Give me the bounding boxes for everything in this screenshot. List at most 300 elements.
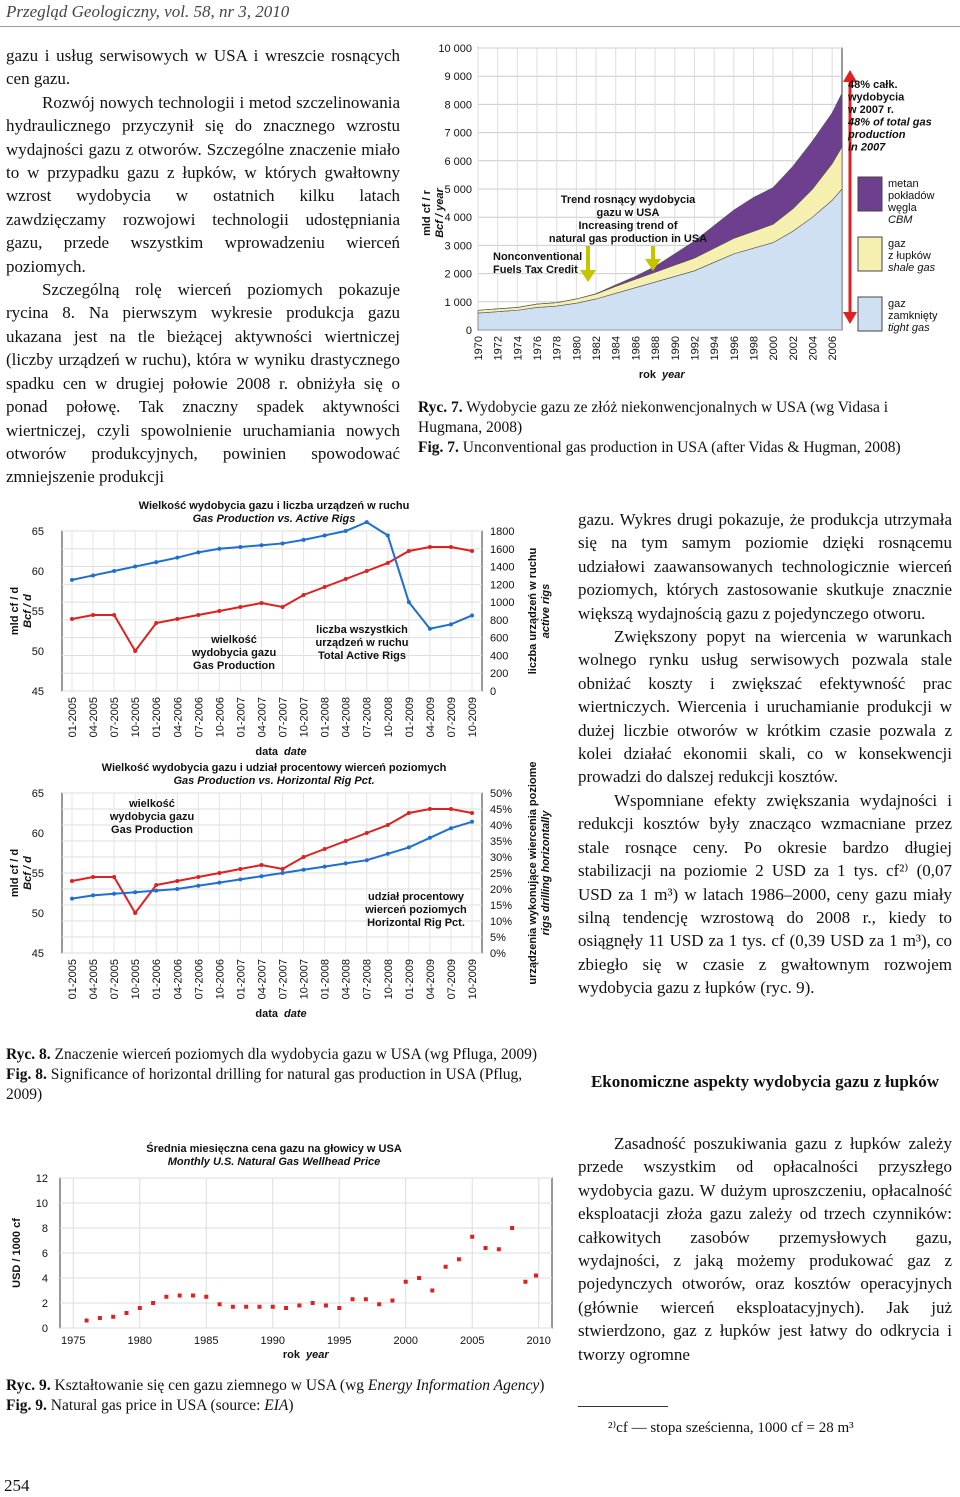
footnote: ²⁾cf — stopa sześcienna, 1000 cf = 28 m³: [608, 1420, 854, 1436]
y2-tick-label: 200: [490, 668, 509, 681]
y-tick-label: 1 000: [444, 296, 472, 309]
data-point-second: [217, 881, 221, 885]
x-tick-label: 10-2008: [382, 697, 395, 738]
data-point-second: [154, 889, 158, 893]
data-point-production: [344, 577, 348, 581]
legend-label: CBM: [888, 214, 913, 226]
x-tick-label: 2000: [393, 1335, 418, 1347]
y-axis-label: mld cf / d: [9, 586, 21, 636]
y2-tick-label: 0: [490, 686, 497, 698]
data-point-second: [344, 861, 348, 865]
y2-tick-label: 25%: [490, 868, 513, 880]
data-point-second: [407, 845, 411, 849]
data-point-production: [112, 875, 116, 879]
x-tick-label: 04-2008: [340, 697, 353, 738]
x-tick-label: 10-2005: [130, 959, 143, 1000]
data-point-production: [259, 863, 263, 867]
y-tick-label: 0: [41, 1323, 48, 1335]
figure-8-caption: [6, 1045, 562, 1105]
legend-label: węgla: [888, 202, 917, 214]
data-point: [444, 1265, 448, 1269]
x-tick-label: 04-2009: [424, 959, 437, 1000]
label-horizontal-pct: Horizontal Rig Pct.: [367, 917, 465, 929]
x-tick-label: 10-2007: [298, 697, 311, 738]
y-tick-label: 12: [35, 1173, 48, 1185]
data-point-second: [470, 613, 474, 617]
data-point-second: [428, 836, 432, 840]
caption-text: Znaczenie wierceń poziomych dla wydobycia gazu w USA (wg Pfluga, 2009): [50, 1046, 538, 1063]
paragraph: Rozwój nowych technologii i metod szczelinowania hydraulicznego przyczynił się do znacznego wzrostu wydajności gazu z otworów. Szczególne znaczenie miało to w przypadku gazu z łupków, w których gwałtowny wzrost wydobycia w ostatnich kilku latach zawdzięczamy rozwojowi technologii udostępniania gazu, przede wszystkim wprowadzeniu wierceń poziomych.: [6, 92, 400, 276]
data-point-second: [323, 533, 327, 537]
data-point: [244, 1305, 248, 1309]
data-point-second: [259, 874, 263, 878]
paragraph: Wspomniane efekty zwiększania wydajności i redukcji kosztów były znacząco wzmacniane przez stale rosnące ceny. Po okresie bardzo długiej stabilizacji na poziomie 2 USD za 1 tys. cf²⁾ (0,07 USD za 1 m³) w latach 1986–2000, ceny gazu miały silną tendencję wzrostową do 2008 r., kiedy to osiągnęły 11 USD za 1 tys. cf (0,39 USD za 1 m³), co zbiegło się w czasie z gwałtownym rozwojem wydobycia gazu z łupków (ryc. 9).: [578, 790, 952, 998]
label-active-rigs: liczba wszystkich: [316, 624, 408, 636]
caption-label: Ryc. 7.: [418, 399, 463, 416]
data-point-second: [365, 858, 369, 862]
x-tick-label: 1990: [669, 336, 682, 361]
data-point-second: [386, 533, 390, 537]
data-point: [284, 1306, 288, 1310]
data-point-production: [407, 549, 411, 553]
data-point: [178, 1294, 182, 1298]
legend-label: z łupków: [888, 250, 931, 262]
data-point-second: [238, 877, 242, 881]
annotation-tax-credit: Nonconventional: [493, 251, 583, 263]
paragraph: Zwiększony popyt na wiercenia w warunkach wolnego rynku usług serwisowych pozwala stale obniżać koszty i zwiększać efektywność prac wiertniczych. Wiercenia i uruchamianie produkcji w dużej liczbie otworów w krótkim czasie pozwala z kolei działać ekonomii skali, co w konsekwencji prowadzi do dalszej redukcji kosztów.: [578, 627, 952, 787]
data-point: [164, 1295, 168, 1299]
data-point-production: [154, 883, 158, 887]
legend-label: shale gas: [888, 262, 936, 274]
y-axis-label: Bcf / d: [22, 856, 34, 890]
paragraph: gazu i usług serwisowych w USA i wreszcie rosnących cen gazu.: [6, 46, 400, 89]
legend-swatch: [858, 237, 882, 271]
x-tick-label: 10-2009: [467, 697, 479, 738]
data-point-second: [259, 543, 263, 547]
x-tick-label: 04-2007: [256, 959, 269, 1000]
y-axis-label: Bcf / d: [22, 594, 34, 628]
label-active-rigs: urządzeń w ruchu: [315, 637, 409, 649]
x-tick-label: 10-2009: [467, 959, 479, 1000]
figure-7-caption: [418, 398, 952, 458]
data-point-second: [112, 569, 116, 573]
data-point-second: [217, 547, 221, 551]
data-point-production: [112, 613, 116, 617]
x-tick-label: 10-2008: [382, 959, 395, 1000]
y-tick-label: 7 000: [444, 127, 472, 140]
x-tick-label: 01-2009: [403, 697, 416, 738]
page-number: 254: [4, 1476, 30, 1495]
legend-swatch: [858, 177, 882, 211]
data-point-production: [259, 601, 263, 605]
x-tick-label: 07-2006: [193, 697, 206, 738]
data-point-production: [133, 649, 137, 653]
data-point-production: [302, 855, 306, 859]
chart-title: Monthly U.S. Natural Gas Wellhead Price: [167, 1156, 381, 1168]
x-tick-label: 1974: [512, 336, 525, 361]
annotation-trend: Trend rosnący wydobycia: [560, 194, 696, 206]
y-tick-label: 55: [31, 868, 44, 880]
x-tick-label: 1976: [532, 336, 545, 361]
data-point-production: [217, 609, 221, 613]
caption-text: Wydobycie gazu ze złóż niekonwencjonalnych w USA (wg Vidasa i Hugmana, 2008): [418, 399, 889, 436]
y-tick-label: 3 000: [444, 240, 472, 253]
data-point: [470, 1235, 474, 1239]
data-point: [271, 1305, 275, 1309]
annotation-share: production: [848, 129, 906, 141]
y-tick-label: 6: [41, 1248, 48, 1260]
x-tick-label: 1975: [61, 1335, 86, 1347]
label-production: Gas Production: [193, 660, 275, 672]
paragraph: Zasadność poszukiwania gazu z łupków zależy przede wszystkim od opłacalności przyszłego wydobycia gazu. W dużym uproszczeniu, opłacalność eksploatacji złoża gazu zależy od trzech czynników: całkowitych zasobów przemysłowych gazu, wydajności, z jaką możemy produkować gaz z pojedynczych otworów, oraz kosztów operacyjnych (głównie wierceń eksploatacyjnych). Jak już stwierdzono, gaz z łupków jest łatwy do odkrycia i tworzy ogromne: [578, 1134, 952, 1364]
data-point-second: [112, 892, 116, 896]
y-axis-label: USD / 1000 cf: [11, 1218, 23, 1288]
annotation-share: wydobycia: [848, 91, 905, 104]
annotation-trend: Increasing trend of: [578, 220, 678, 232]
x-tick-label: 1980: [127, 1335, 153, 1347]
x-tick-label: 1986: [630, 336, 643, 361]
label-horizontal-pct: wierceń poziomych: [365, 904, 467, 916]
x-tick-label: 1972: [492, 336, 505, 361]
x-tick-label: 10-2006: [214, 697, 227, 738]
y2-tick-label: 800: [490, 614, 509, 627]
y-tick-label: 55: [31, 606, 44, 618]
chart-title: Gas Production vs. Active Rigs: [192, 513, 356, 525]
data-point-production: [365, 831, 369, 835]
x-tick-label: 01-2008: [319, 959, 332, 1000]
y-tick-label: 50: [31, 646, 44, 658]
x-tick-label: 1970: [473, 336, 485, 361]
chart-title: Gas Production vs. Horizontal Rig Pct.: [173, 775, 375, 787]
caption-label: Fig. 8.: [6, 1066, 47, 1083]
footnote-rule: [578, 1406, 668, 1407]
x-tick-label: 04-2006: [172, 959, 185, 1000]
x-tick-label: 1992: [689, 336, 702, 361]
data-point-production: [365, 569, 369, 573]
data-point-production: [344, 839, 348, 843]
y2-axis-label: active rigs: [540, 583, 552, 639]
data-point-production: [449, 807, 453, 811]
figure-9-chart: [4, 1130, 564, 1370]
y2-axis-label: urządzenia wykonujące wiercenia poziome: [527, 761, 539, 985]
y-tick-label: 2 000: [444, 268, 472, 281]
caption-source: Energy Information Agency: [367, 1377, 540, 1394]
data-point-second: [154, 560, 158, 564]
x-tick-label: 07-2007: [277, 959, 290, 1000]
header-rule: [0, 26, 960, 27]
data-point-production: [302, 593, 306, 597]
y2-tick-label: 1000: [490, 597, 515, 610]
figure-8-chart: [4, 495, 564, 1035]
caption-source: EIA: [264, 1397, 289, 1414]
data-point: [364, 1297, 368, 1301]
data-point-production: [70, 617, 74, 621]
data-point: [523, 1280, 527, 1284]
data-point-production: [196, 613, 200, 617]
data-point: [337, 1306, 341, 1310]
y2-tick-label: 5%: [490, 932, 506, 944]
x-tick-label: 1994: [709, 336, 722, 361]
data-point-second: [302, 868, 306, 872]
x-tick-label: 07-2008: [361, 959, 374, 1000]
data-point-second: [70, 578, 74, 582]
y-tick-label: 2: [41, 1298, 48, 1310]
annotation-share: in 2007: [848, 141, 886, 154]
data-point: [257, 1305, 261, 1309]
data-point-second: [133, 890, 137, 894]
y-tick-label: 4: [41, 1273, 48, 1285]
x-tick-label: 2004: [807, 336, 820, 361]
y-tick-label: 5 000: [444, 184, 472, 196]
y2-tick-label: 1200: [490, 579, 515, 592]
figure-7-chart: [410, 38, 960, 383]
x-tick-label: 2010: [526, 1335, 551, 1347]
y2-tick-label: 45%: [490, 804, 513, 816]
label-production: wydobycia gazu: [191, 647, 277, 659]
x-tick-label: 04-2007: [256, 697, 269, 738]
x-tick-label: 07-2009: [445, 697, 458, 738]
data-point-production: [323, 585, 327, 589]
x-tick-label: 10-2007: [298, 959, 311, 1000]
data-point-production: [407, 811, 411, 815]
x-tick-label: 1984: [610, 336, 623, 361]
data-point: [204, 1295, 208, 1299]
data-point-production: [281, 605, 285, 609]
caption-text: Natural gas price in USA (source:: [46, 1397, 265, 1414]
label-active-rigs: Total Active Rigs: [317, 650, 407, 662]
data-point-production: [175, 879, 179, 883]
y-axis-label: mld cf / r: [421, 190, 433, 236]
data-point-production: [428, 545, 432, 549]
x-tick-label: 07-2007: [277, 697, 290, 738]
y-axis-label: mld cf / d: [9, 848, 21, 898]
y-tick-label: 9 000: [444, 71, 472, 84]
data-point-production: [470, 811, 474, 815]
caption-text: Kształtowanie się cen gazu ziemnego w USA (wg: [50, 1377, 368, 1394]
data-point: [218, 1302, 222, 1306]
data-point-production: [91, 875, 95, 879]
x-tick-label: 10-2005: [130, 697, 143, 738]
x-tick-label: 1988: [650, 336, 663, 361]
data-point-production: [449, 545, 453, 549]
x-tick-label: 01-2008: [319, 697, 332, 738]
y-tick-label: 45: [31, 948, 44, 960]
x-tick-label: 07-2005: [109, 959, 122, 1000]
y2-tick-label: 15%: [490, 900, 513, 912]
data-point-production: [281, 867, 285, 871]
caption-label: Fig. 7.: [418, 439, 459, 456]
y2-tick-label: 40%: [490, 820, 513, 832]
data-point: [430, 1289, 434, 1293]
x-tick-label: 04-2006: [172, 697, 185, 738]
x-axis-label: rok: [282, 1349, 300, 1361]
data-point-production: [154, 621, 158, 625]
data-point-second: [470, 820, 474, 824]
data-point-production: [217, 871, 221, 875]
x-tick-label: 10-2006: [214, 959, 227, 1000]
x-axis-label: rok: [638, 369, 656, 381]
y-axis-label: Bcf / year: [434, 188, 446, 238]
y-tick-label: 10: [35, 1198, 48, 1210]
data-point-second: [175, 556, 179, 560]
data-point-production: [428, 807, 432, 811]
y2-tick-label: 10%: [490, 916, 513, 928]
y2-tick-label: 600: [490, 632, 509, 645]
y-tick-label: 60: [31, 566, 44, 578]
x-axis-label: data: [255, 746, 278, 758]
y-tick-label: 8 000: [444, 99, 472, 112]
x-tick-label: 01-2007: [235, 959, 248, 1000]
x-tick-label: 2002: [787, 336, 800, 361]
y-tick-label: 6 000: [444, 155, 472, 168]
y2-tick-label: 30%: [490, 852, 513, 864]
data-point: [497, 1247, 501, 1251]
x-axis-label: date: [284, 1008, 307, 1020]
x-tick-label: 1990: [260, 1335, 285, 1347]
caption-label: Ryc. 8.: [6, 1046, 51, 1063]
legend-label: metan: [888, 178, 919, 190]
x-tick-label: 04-2008: [340, 959, 353, 1000]
annotation-trend: gazu w USA: [596, 207, 660, 219]
chart-title: Wielkość wydobycia gazu i liczba urządzeń w ruchu: [138, 500, 410, 512]
y-tick-label: 50: [31, 908, 44, 920]
chart-title: Średnia miesięczna cena gazu na głowicy w USA: [146, 1143, 402, 1155]
y-tick-label: 4 000: [444, 212, 472, 225]
caption-label: Fig. 9.: [6, 1397, 47, 1414]
y2-tick-label: 0%: [490, 948, 506, 960]
x-tick-label: 1995: [327, 1335, 352, 1347]
y2-tick-label: 1800: [490, 526, 515, 538]
y2-tick-label: 35%: [490, 836, 513, 848]
data-point-production: [386, 561, 390, 565]
y2-tick-label: 400: [490, 650, 509, 663]
body-text-column-2: [578, 508, 952, 1000]
body-text-section: [578, 1132, 952, 1366]
label-production: wielkość: [211, 634, 257, 646]
data-point: [297, 1304, 301, 1308]
y-tick-label: 45: [31, 686, 44, 698]
caption-text: Significance of horizontal drilling for natural gas production in USA (Pflug, 2009): [6, 1066, 523, 1103]
data-point-second: [281, 541, 285, 545]
data-point: [151, 1301, 155, 1305]
x-tick-label: 2006: [827, 336, 840, 361]
data-point-production: [196, 875, 200, 879]
data-point-production: [386, 823, 390, 827]
y2-tick-label: 50%: [490, 788, 513, 800]
data-point: [390, 1299, 394, 1303]
data-point-second: [281, 871, 285, 875]
data-point-second: [91, 573, 95, 577]
paragraph: Szczególną rolę wierceń poziomych pokazuje rycina 8. Na pierwszym wykresie produkcja gazu ukazana jest na tle bieżącej aktywności wiertniczej (liczby urządzeń w ruchu), która w wyniku drastycznego spadku cen w drugiej połowie 2008 r. obniżyła się o ponad połowę. Tak znaczny spadek aktywności wiertniczej, czyli spowolnienie uruchamiania nowych otworów produkcyjnych, powinien spowodować zmniejszenie produkcji: [6, 280, 400, 487]
annotation-trend: natural gas production in USA: [548, 233, 708, 245]
data-point-second: [344, 529, 348, 533]
y-tick-label: 10 000: [438, 43, 472, 55]
data-point-second: [91, 893, 95, 897]
data-point-second: [196, 550, 200, 554]
y-tick-label: 8: [41, 1223, 48, 1235]
x-tick-label: 1998: [748, 336, 761, 361]
chart-title: Wielkość wydobycia gazu i udział procentowy wierceń poziomych: [101, 762, 447, 774]
data-point-production: [133, 911, 137, 915]
x-tick-label: 07-2008: [361, 697, 374, 738]
data-point-production: [238, 605, 242, 609]
data-point-second: [407, 600, 411, 604]
data-point-production: [470, 549, 474, 553]
x-tick-label: 2005: [459, 1335, 485, 1347]
x-axis-label: year: [662, 369, 685, 381]
y2-tick-label: 20%: [490, 884, 513, 896]
data-point-second: [196, 884, 200, 888]
data-point: [510, 1226, 514, 1230]
x-tick-label: 1982: [591, 336, 604, 361]
data-point: [311, 1301, 315, 1305]
x-tick-label: 1978: [551, 336, 564, 361]
x-tick-label: 01-2005: [67, 697, 79, 738]
data-point: [138, 1306, 142, 1310]
y-tick-label: 0: [465, 325, 472, 337]
y2-axis-label: rigs drilling horizontally: [540, 810, 552, 936]
x-tick-label: 01-2006: [151, 697, 164, 738]
x-tick-label: 04-2005: [88, 959, 101, 1000]
label-production: wydobycia gazu: [109, 811, 195, 823]
y2-axis-label: liczba urządzeń w ruchu: [527, 547, 539, 675]
data-point: [417, 1276, 421, 1280]
annotation-share: w 2007 r.: [848, 104, 894, 116]
data-point-production: [323, 847, 327, 851]
data-point: [377, 1302, 381, 1306]
caption-text: ): [288, 1397, 294, 1414]
x-tick-label: 07-2006: [193, 959, 206, 1000]
label-production: wielkość: [129, 798, 175, 810]
caption-text: ): [539, 1377, 545, 1394]
data-point-production: [91, 613, 95, 617]
data-point: [111, 1315, 115, 1319]
data-point-second: [70, 897, 74, 901]
x-tick-label: 1980: [571, 336, 584, 361]
x-tick-label: 1985: [194, 1335, 219, 1347]
data-point-second: [302, 538, 306, 542]
label-horizontal-pct: udział procentowy: [368, 891, 464, 903]
data-point-second: [175, 887, 179, 891]
paragraph: gazu. Wykres drugi pokazuje, że produkcja utrzymała się na tym samym poziomie dzięki rosnącemu udziałowi zaawansowanych technologicznie wierceń poziomych, których zastosowanie skutkuje znacznie większą wydajnością gazu z pojedynczego otworu.: [578, 510, 952, 623]
data-point-second: [386, 852, 390, 856]
legend-label: gaz: [888, 298, 906, 310]
legend-swatch: [858, 297, 882, 331]
annotation-share: 48% of total gas: [848, 116, 932, 129]
y-tick-label: 60: [31, 828, 44, 840]
annotation-share: 48% całk.: [848, 79, 898, 91]
data-point: [98, 1316, 102, 1320]
data-point-second: [449, 622, 453, 626]
x-tick-label: 07-2005: [109, 697, 122, 738]
data-point-production: [70, 879, 74, 883]
data-point-production: [175, 617, 179, 621]
x-tick-label: 1996: [728, 336, 741, 361]
data-point-second: [449, 826, 453, 830]
data-point: [85, 1319, 89, 1323]
x-axis-label: data: [255, 1008, 278, 1020]
data-point: [534, 1274, 538, 1278]
data-point: [484, 1246, 488, 1250]
legend-label: zamknięty: [888, 310, 938, 322]
share-arrow-head: [843, 312, 857, 324]
legend-label: tight gas: [888, 322, 930, 334]
x-tick-label: 01-2006: [151, 959, 164, 1000]
figure-9-caption: [6, 1376, 562, 1416]
caption-text: Unconventional gas production in USA (after Vidas & Hugman, 2008): [458, 439, 901, 456]
annotation-tax-credit: Fuels Tax Credit: [493, 264, 578, 276]
y2-tick-label: 1600: [490, 543, 515, 556]
